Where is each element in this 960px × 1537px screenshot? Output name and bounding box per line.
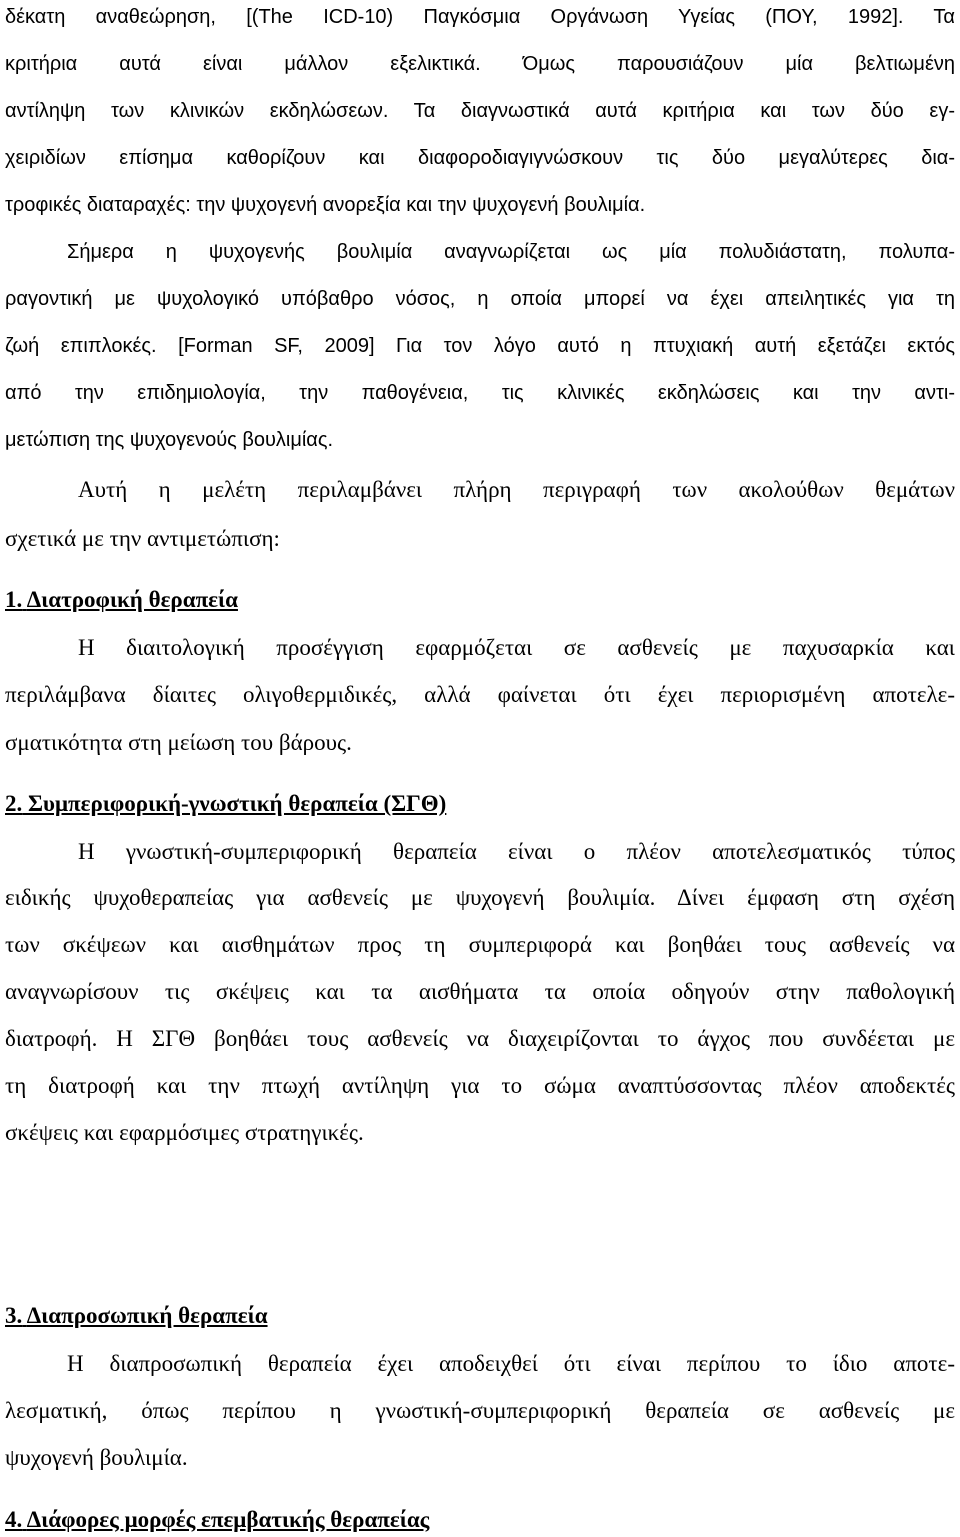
section-number: 3. — [5, 1303, 23, 1328]
text-line: ψυχογενή βουλιμία. — [5, 1445, 188, 1470]
text-line: χειριδίων επίσημα καθορίζουν και διαφοροδιαγιγνώσκουν τις δύο μεγαλύτερες δια- — [5, 147, 955, 169]
text-line: αναγνωρίσουν τις σκέψεις και τα αισθήματα τα οποία οδηγούν στην παθολογική — [5, 979, 955, 1004]
text-line: Η γνωστική-συμπεριφορική θεραπεία είναι ο πλέον αποτελεσματικός τύπος — [78, 839, 955, 864]
section-heading — [5, 1507, 955, 1533]
section-title: Συμπεριφορική-γνωστική θεραπεία (ΣΓΘ) — [28, 791, 447, 816]
text-line: τροφικές διαταραχές: την ψυχογενή ανορεξία και την ψυχογενή βουλιμία. — [5, 194, 646, 216]
section-number: 2. — [5, 791, 23, 816]
text-line: σκέψεις και εφαρμόσιμες στρατηγικές. — [5, 1120, 364, 1145]
text-line: από την επιδημιολογία, την παθογένεια, τις κλινικές εκδηλώσεις και την αντι- — [5, 382, 955, 404]
text-line: αντίληψη των κλινικών εκδηλώσεων. Τα διαγνωστικά αυτά κριτήρια και των δύο εγ- — [5, 100, 955, 122]
text-line: ειδικής ψυχοθεραπείας για ασθενείς με ψυχογενή βουλιμία. Δίνει έμφαση στη σχέση — [5, 885, 955, 910]
text-line: λεσματική, όπως περίπου η γνωστική-συμπεριφορική θεραπεία σε ασθενείς με — [5, 1398, 955, 1423]
section-heading — [5, 587, 955, 613]
text-line: σχετικά με την αντιμετώπιση: — [5, 526, 280, 551]
section-heading — [5, 791, 955, 817]
section-title: Διαπροσωπική θεραπεία — [26, 1303, 268, 1328]
text-line: σματικότητα στη μείωση του βάρους. — [5, 730, 352, 755]
text-line: Αυτή η μελέτη περιλαμβάνει πλήρη περιγραφή των ακολούθων θεμάτων — [78, 477, 955, 502]
text-line: δέκατη αναθεώρηση, [(The ICD-10) Παγκόσμια Οργάνωση Υγείας (ΠΟΥ, 1992]. Τα — [5, 6, 955, 28]
text-line: περιλάμβανα δίαιτες ολιγοθερμιδικές, αλλά φαίνεται ότι έχει περιορισμένη αποτελε- — [5, 682, 955, 707]
text-line: τη διατροφή και την πτωχή αντίληψη για το σώμα αναπτύσσοντας πλέον αποδεκτές — [5, 1073, 955, 1098]
text-line: ραγοντική με ψυχολογικό υπόβαθρο νόσος, η οποία μπορεί να έχει απειλητικές για τη — [5, 288, 955, 310]
text-line: Η διαπροσωπική θεραπεία έχει αποδειχθεί ότι είναι περίπου το ίδιο αποτε- — [67, 1351, 955, 1376]
text-line: Σήμερα η ψυχογενής βουλιμία αναγνωρίζεται ως μία πολυδιάστατη, πολυπα- — [67, 241, 955, 263]
section-heading — [5, 1303, 955, 1329]
text-line: ζωή επιπλοκές. [Forman SF, 2009] Για τον λόγο αυτό η πτυχιακή αυτή εξετάζει εκτός — [5, 335, 955, 357]
section-title: Διάφορες μορφές επεμβατικής θεραπείας — [26, 1507, 430, 1532]
section-number: 4. — [5, 1507, 23, 1532]
section-number: 1. — [5, 587, 23, 612]
text-line: διατροφή. Η ΣΓΘ βοηθάει τους ασθενείς να διαχειρίζονται το άγχος που συνδέεται με — [5, 1026, 955, 1051]
text-line: μετώπιση της ψυχογενούς βουλιμίας. — [5, 429, 334, 451]
text-line: κριτήρια αυτά είναι μάλλον εξελικτικά. Όμως παρουσιάζουν μία βελτιωμένη — [5, 53, 955, 75]
text-line: Η διαιτολογική προσέγγιση εφαρμόζεται σε ασθενείς με παχυσαρκία και — [78, 635, 955, 660]
section-title: Διατροφική θεραπεία — [26, 587, 238, 612]
text-line: των σκέψεων και αισθημάτων προς τη συμπεριφορά και βοηθάει τους ασθενείς να — [5, 932, 955, 957]
